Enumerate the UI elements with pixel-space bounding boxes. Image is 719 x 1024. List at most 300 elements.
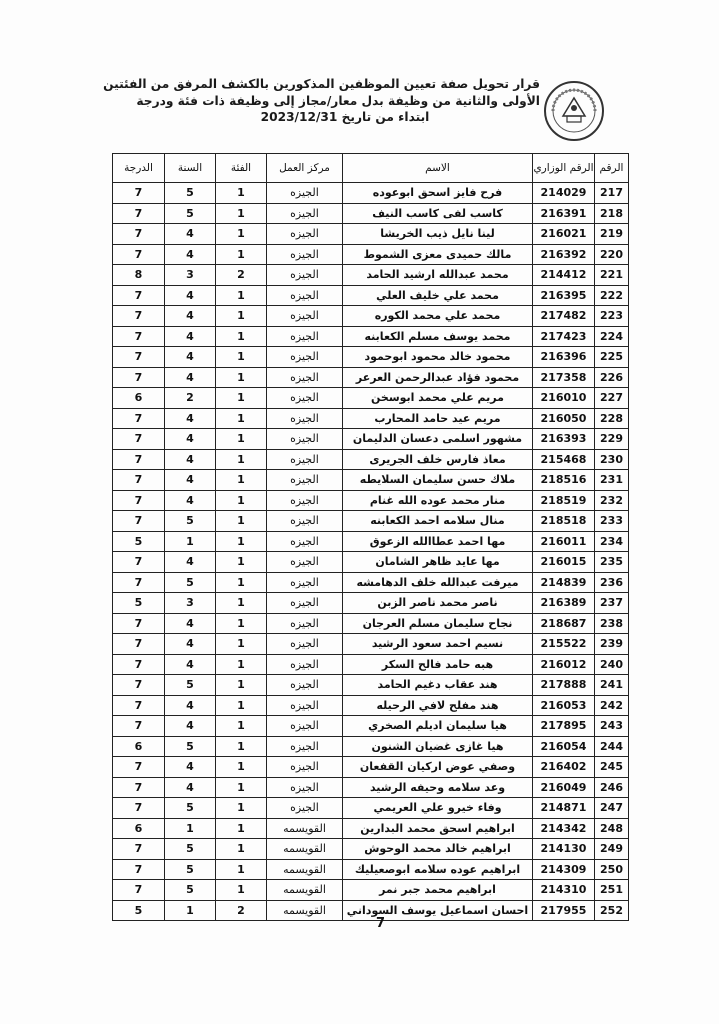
cell-category: 1	[216, 675, 267, 696]
cell-ministry-no: 216396	[533, 347, 595, 368]
cell-ministry-no: 218516	[533, 470, 595, 491]
cell-name: محمد علي خليف العلي	[343, 285, 533, 306]
cell-grade: 7	[113, 613, 165, 634]
cell-work-center: الجيزه	[267, 490, 343, 511]
cell-grade: 7	[113, 675, 165, 696]
cell-category: 1	[216, 531, 267, 552]
cell-category: 1	[216, 880, 267, 901]
col-header-category: الفئة	[216, 154, 267, 183]
cell-no: 233	[595, 511, 629, 532]
cell-grade: 7	[113, 880, 165, 901]
cell-name: ملاك حسن سليمان السلايطه	[343, 470, 533, 491]
cell-work-center: الجيزه	[267, 203, 343, 224]
cell-name: مريم علي محمد ابوسخن	[343, 388, 533, 409]
cell-year: 4	[165, 552, 216, 573]
cell-no: 235	[595, 552, 629, 573]
cell-no: 224	[595, 326, 629, 347]
cell-work-center: الجيزه	[267, 593, 343, 614]
table-row	[113, 675, 629, 696]
cell-work-center: الجيزه	[267, 552, 343, 573]
header-line-1: قرار تحويل صفة تعيين الموظفين المذكورين بالكشف المرفق من الفئتين	[103, 77, 540, 91]
table-row	[113, 224, 629, 245]
cell-work-center: القويسمه	[267, 880, 343, 901]
cell-ministry-no: 214029	[533, 183, 595, 204]
cell-year: 1	[165, 900, 216, 921]
cell-work-center: الجيزه	[267, 675, 343, 696]
table-row	[113, 736, 629, 757]
table-row	[113, 326, 629, 347]
cell-ministry-no: 214412	[533, 265, 595, 286]
cell-ministry-no: 217955	[533, 900, 595, 921]
cell-year: 3	[165, 265, 216, 286]
cell-work-center: الجيزه	[267, 777, 343, 798]
cell-name: مالك حميدى معزى الشموط	[343, 244, 533, 265]
cell-no: 246	[595, 777, 629, 798]
cell-grade: 7	[113, 490, 165, 511]
table-body	[113, 183, 629, 921]
cell-category: 1	[216, 695, 267, 716]
cell-ministry-no: 217482	[533, 306, 595, 327]
cell-category: 1	[216, 613, 267, 634]
cell-name: مها عايد ظاهر الشامان	[343, 552, 533, 573]
table-row	[113, 798, 629, 819]
cell-work-center: الجيزه	[267, 224, 343, 245]
cell-ministry-no: 216011	[533, 531, 595, 552]
cell-year: 4	[165, 429, 216, 450]
cell-no: 217	[595, 183, 629, 204]
cell-no: 252	[595, 900, 629, 921]
cell-name: مها احمد عطاالله الزعوق	[343, 531, 533, 552]
cell-grade: 5	[113, 531, 165, 552]
table-row	[113, 531, 629, 552]
cell-work-center: الجيزه	[267, 736, 343, 757]
cell-no: 234	[595, 531, 629, 552]
cell-grade: 7	[113, 244, 165, 265]
cell-ministry-no: 217895	[533, 716, 595, 737]
cell-category: 1	[216, 470, 267, 491]
cell-work-center: الجيزه	[267, 716, 343, 737]
cell-year: 5	[165, 183, 216, 204]
cell-ministry-no: 216054	[533, 736, 595, 757]
cell-work-center: الجيزه	[267, 265, 343, 286]
cell-name: هبه حامد فالح السكر	[343, 654, 533, 675]
cell-category: 1	[216, 593, 267, 614]
cell-year: 4	[165, 244, 216, 265]
cell-grade: 7	[113, 511, 165, 532]
cell-grade: 5	[113, 593, 165, 614]
cell-name: لينا نايل ذيب الخريشا	[343, 224, 533, 245]
cell-work-center: الجيزه	[267, 531, 343, 552]
table-row	[113, 757, 629, 778]
cell-name: نسيم احمد سعود الرشيد	[343, 634, 533, 655]
cell-ministry-no: 217423	[533, 326, 595, 347]
cell-no: 232	[595, 490, 629, 511]
cell-ministry-no: 214130	[533, 839, 595, 860]
cell-year: 2	[165, 388, 216, 409]
table-row	[113, 265, 629, 286]
employees-table	[112, 153, 629, 921]
cell-grade: 7	[113, 224, 165, 245]
cell-grade: 7	[113, 347, 165, 368]
cell-name: محمد عبدالله ارشيد الحامد	[343, 265, 533, 286]
cell-category: 1	[216, 572, 267, 593]
cell-no: 219	[595, 224, 629, 245]
cell-year: 5	[165, 511, 216, 532]
cell-no: 230	[595, 449, 629, 470]
cell-grade: 7	[113, 183, 165, 204]
cell-category: 1	[216, 511, 267, 532]
cell-grade: 7	[113, 326, 165, 347]
cell-ministry-no: 218518	[533, 511, 595, 532]
cell-year: 4	[165, 285, 216, 306]
cell-grade: 7	[113, 634, 165, 655]
col-header-work-center: مركز العمل	[267, 154, 343, 183]
table-row	[113, 203, 629, 224]
table-row	[113, 593, 629, 614]
cell-category: 1	[216, 839, 267, 860]
cell-ministry-no: 214310	[533, 880, 595, 901]
cell-category: 1	[216, 798, 267, 819]
cell-category: 2	[216, 900, 267, 921]
cell-no: 236	[595, 572, 629, 593]
cell-name: محمد يوسف مسلم الكعابنه	[343, 326, 533, 347]
cell-work-center: الجيزه	[267, 285, 343, 306]
cell-ministry-no: 214839	[533, 572, 595, 593]
cell-no: 222	[595, 285, 629, 306]
ministry-seal-icon	[543, 80, 605, 142]
cell-year: 4	[165, 470, 216, 491]
cell-work-center: الجيزه	[267, 613, 343, 634]
cell-name: محمود خالد محمود ابوحمود	[343, 347, 533, 368]
cell-category: 1	[216, 449, 267, 470]
cell-work-center: الجيزه	[267, 347, 343, 368]
cell-name: وعد سلامه وحيفه الرشيد	[343, 777, 533, 798]
cell-work-center: القويسمه	[267, 859, 343, 880]
header-line-2: الأولى والثانية من وظيفة بدل معار/مجاز إلى وظيفة ذات فئة ودرجة	[136, 93, 540, 108]
col-header-year: السنة	[165, 154, 216, 183]
cell-work-center: الجيزه	[267, 798, 343, 819]
cell-year: 4	[165, 634, 216, 655]
cell-grade: 8	[113, 265, 165, 286]
table-row	[113, 839, 629, 860]
table-row	[113, 880, 629, 901]
table-row	[113, 716, 629, 737]
table-row	[113, 572, 629, 593]
cell-ministry-no: 216049	[533, 777, 595, 798]
table-row	[113, 408, 629, 429]
cell-name: مشهور اسلمى دعسان الدليمان	[343, 429, 533, 450]
cell-year: 5	[165, 798, 216, 819]
table-row	[113, 388, 629, 409]
cell-name: معاذ فارس خلف الجريرى	[343, 449, 533, 470]
cell-no: 223	[595, 306, 629, 327]
cell-year: 3	[165, 593, 216, 614]
cell-work-center: الجيزه	[267, 408, 343, 429]
cell-year: 1	[165, 818, 216, 839]
table-row	[113, 244, 629, 265]
table-row	[113, 818, 629, 839]
cell-work-center: الجيزه	[267, 388, 343, 409]
cell-category: 1	[216, 716, 267, 737]
cell-no: 218	[595, 203, 629, 224]
cell-year: 4	[165, 449, 216, 470]
cell-no: 238	[595, 613, 629, 634]
cell-grade: 6	[113, 388, 165, 409]
cell-work-center: الجيزه	[267, 367, 343, 388]
cell-no: 249	[595, 839, 629, 860]
cell-no: 242	[595, 695, 629, 716]
cell-year: 5	[165, 859, 216, 880]
cell-no: 221	[595, 265, 629, 286]
col-header-ministry-no: الرقم الوزاري	[533, 154, 595, 183]
cell-ministry-no: 217888	[533, 675, 595, 696]
cell-no: 229	[595, 429, 629, 450]
cell-name: مريم عيد حامد المحارب	[343, 408, 533, 429]
cell-work-center: الجيزه	[267, 306, 343, 327]
cell-no: 227	[595, 388, 629, 409]
cell-category: 1	[216, 326, 267, 347]
cell-ministry-no: 216015	[533, 552, 595, 573]
cell-ministry-no: 216050	[533, 408, 595, 429]
cell-name: هيا غازى غضيان الشنون	[343, 736, 533, 757]
table-row	[113, 859, 629, 880]
cell-name: نجاح سليمان مسلم العرجان	[343, 613, 533, 634]
cell-name: منال سلامه احمد الكعابنه	[343, 511, 533, 532]
cell-work-center: الجيزه	[267, 511, 343, 532]
cell-category: 1	[216, 408, 267, 429]
cell-grade: 7	[113, 367, 165, 388]
cell-ministry-no: 216391	[533, 203, 595, 224]
table-row	[113, 511, 629, 532]
cell-grade: 7	[113, 757, 165, 778]
cell-no: 226	[595, 367, 629, 388]
cell-year: 4	[165, 757, 216, 778]
cell-ministry-no: 214871	[533, 798, 595, 819]
cell-grade: 7	[113, 839, 165, 860]
cell-name: وفاء خيرو علي العريمي	[343, 798, 533, 819]
cell-year: 4	[165, 306, 216, 327]
cell-work-center: الجيزه	[267, 654, 343, 675]
cell-category: 1	[216, 429, 267, 450]
cell-name: هيا سليمان اديلم الصخري	[343, 716, 533, 737]
cell-grade: 7	[113, 859, 165, 880]
table-row	[113, 449, 629, 470]
cell-grade: 7	[113, 695, 165, 716]
cell-category: 1	[216, 224, 267, 245]
cell-no: 248	[595, 818, 629, 839]
cell-no: 244	[595, 736, 629, 757]
cell-category: 1	[216, 388, 267, 409]
cell-name: محمود فؤاد عبدالرحمن العرعر	[343, 367, 533, 388]
cell-category: 1	[216, 306, 267, 327]
decision-header	[103, 76, 540, 126]
cell-name: وصفي عوض اركيان القفعان	[343, 757, 533, 778]
cell-ministry-no: 214342	[533, 818, 595, 839]
cell-name: ابراهيم محمد جبر نمر	[343, 880, 533, 901]
cell-ministry-no: 216402	[533, 757, 595, 778]
cell-ministry-no: 217358	[533, 367, 595, 388]
cell-work-center: الجيزه	[267, 757, 343, 778]
cell-no: 250	[595, 859, 629, 880]
cell-grade: 6	[113, 818, 165, 839]
cell-category: 1	[216, 183, 267, 204]
cell-ministry-no: 215522	[533, 634, 595, 655]
cell-work-center: الجيزه	[267, 572, 343, 593]
cell-grade: 7	[113, 408, 165, 429]
table-row	[113, 470, 629, 491]
cell-work-center: الجيزه	[267, 244, 343, 265]
cell-name: احسان اسماعيل يوسف السوداني	[343, 900, 533, 921]
cell-ministry-no: 215468	[533, 449, 595, 470]
cell-grade: 7	[113, 552, 165, 573]
col-header-grade: الدرجة	[113, 154, 165, 183]
table-row	[113, 654, 629, 675]
cell-category: 1	[216, 859, 267, 880]
table-row	[113, 900, 629, 921]
cell-grade: 7	[113, 572, 165, 593]
cell-year: 4	[165, 716, 216, 737]
cell-year: 5	[165, 839, 216, 860]
cell-ministry-no: 216021	[533, 224, 595, 245]
cell-name: منار محمد عوده الله غنام	[343, 490, 533, 511]
cell-category: 1	[216, 818, 267, 839]
table-row	[113, 347, 629, 368]
cell-grade: 7	[113, 203, 165, 224]
table-row	[113, 613, 629, 634]
cell-year: 4	[165, 326, 216, 347]
cell-category: 1	[216, 634, 267, 655]
cell-no: 251	[595, 880, 629, 901]
cell-grade: 7	[113, 285, 165, 306]
cell-category: 1	[216, 347, 267, 368]
cell-work-center: القويسمه	[267, 900, 343, 921]
cell-ministry-no: 216395	[533, 285, 595, 306]
table-row	[113, 285, 629, 306]
cell-year: 5	[165, 880, 216, 901]
cell-grade: 7	[113, 716, 165, 737]
cell-grade: 7	[113, 654, 165, 675]
cell-name: ناصر محمد ناصر الزبن	[343, 593, 533, 614]
cell-no: 241	[595, 675, 629, 696]
cell-no: 220	[595, 244, 629, 265]
cell-grade: 6	[113, 736, 165, 757]
cell-category: 1	[216, 757, 267, 778]
cell-work-center: الجيزه	[267, 470, 343, 491]
cell-ministry-no: 218687	[533, 613, 595, 634]
table-header-row	[113, 154, 629, 183]
cell-year: 1	[165, 531, 216, 552]
cell-category: 1	[216, 203, 267, 224]
cell-grade: 7	[113, 306, 165, 327]
cell-year: 4	[165, 654, 216, 675]
cell-category: 2	[216, 265, 267, 286]
cell-category: 1	[216, 490, 267, 511]
cell-year: 4	[165, 777, 216, 798]
cell-category: 1	[216, 777, 267, 798]
cell-ministry-no: 216053	[533, 695, 595, 716]
cell-work-center: الجيزه	[267, 449, 343, 470]
cell-year: 4	[165, 224, 216, 245]
cell-work-center: الجيزه	[267, 183, 343, 204]
cell-name: ابراهيم عوده سلامه ابوصعيليك	[343, 859, 533, 880]
cell-year: 5	[165, 675, 216, 696]
cell-grade: 5	[113, 900, 165, 921]
cell-no: 228	[595, 408, 629, 429]
cell-work-center: القويسمه	[267, 818, 343, 839]
table-row	[113, 367, 629, 388]
cell-no: 237	[595, 593, 629, 614]
cell-ministry-no: 214309	[533, 859, 595, 880]
page-number: 7	[376, 916, 386, 931]
cell-name: هند مفلح لافي الرحيله	[343, 695, 533, 716]
cell-year: 4	[165, 490, 216, 511]
cell-ministry-no: 216393	[533, 429, 595, 450]
cell-category: 1	[216, 367, 267, 388]
cell-year: 5	[165, 572, 216, 593]
cell-name: فرح فايز اسحق ابوعوده	[343, 183, 533, 204]
header-line-3: ابتداء من تاريخ 2023/12/31	[260, 110, 430, 124]
table-row	[113, 552, 629, 573]
cell-grade: 7	[113, 777, 165, 798]
cell-category: 1	[216, 552, 267, 573]
cell-ministry-no: 216389	[533, 593, 595, 614]
col-header-name: الاسم	[343, 154, 533, 183]
cell-category: 1	[216, 244, 267, 265]
cell-name: ميرفت عبدالله خلف الدهامشه	[343, 572, 533, 593]
cell-year: 4	[165, 367, 216, 388]
cell-year: 4	[165, 347, 216, 368]
cell-grade: 7	[113, 449, 165, 470]
cell-year: 4	[165, 408, 216, 429]
cell-no: 231	[595, 470, 629, 491]
table-row	[113, 490, 629, 511]
cell-name: كاسب لفى كاسب النيف	[343, 203, 533, 224]
cell-grade: 7	[113, 470, 165, 491]
cell-ministry-no: 216010	[533, 388, 595, 409]
col-header-no: الرقم	[595, 154, 629, 183]
cell-category: 1	[216, 736, 267, 757]
cell-year: 4	[165, 613, 216, 634]
table-row	[113, 429, 629, 450]
cell-name: ابراهيم اسحق محمد البدارين	[343, 818, 533, 839]
cell-category: 1	[216, 654, 267, 675]
cell-no: 247	[595, 798, 629, 819]
cell-grade: 7	[113, 429, 165, 450]
cell-no: 243	[595, 716, 629, 737]
cell-grade: 7	[113, 798, 165, 819]
table-row	[113, 634, 629, 655]
cell-work-center: القويسمه	[267, 839, 343, 860]
cell-work-center: الجيزه	[267, 695, 343, 716]
cell-category: 1	[216, 285, 267, 306]
cell-no: 225	[595, 347, 629, 368]
table-row	[113, 777, 629, 798]
cell-ministry-no: 216012	[533, 654, 595, 675]
table-row	[113, 183, 629, 204]
cell-name: ابراهيم خالد محمد الوحوش	[343, 839, 533, 860]
cell-year: 5	[165, 736, 216, 757]
cell-ministry-no: 216392	[533, 244, 595, 265]
cell-year: 4	[165, 695, 216, 716]
table-row	[113, 306, 629, 327]
table-row	[113, 695, 629, 716]
cell-name: محمد علي محمد الكوره	[343, 306, 533, 327]
cell-work-center: الجيزه	[267, 326, 343, 347]
cell-year: 5	[165, 203, 216, 224]
cell-name: هند عقاب دغيم الحامد	[343, 675, 533, 696]
cell-ministry-no: 218519	[533, 490, 595, 511]
cell-no: 240	[595, 654, 629, 675]
